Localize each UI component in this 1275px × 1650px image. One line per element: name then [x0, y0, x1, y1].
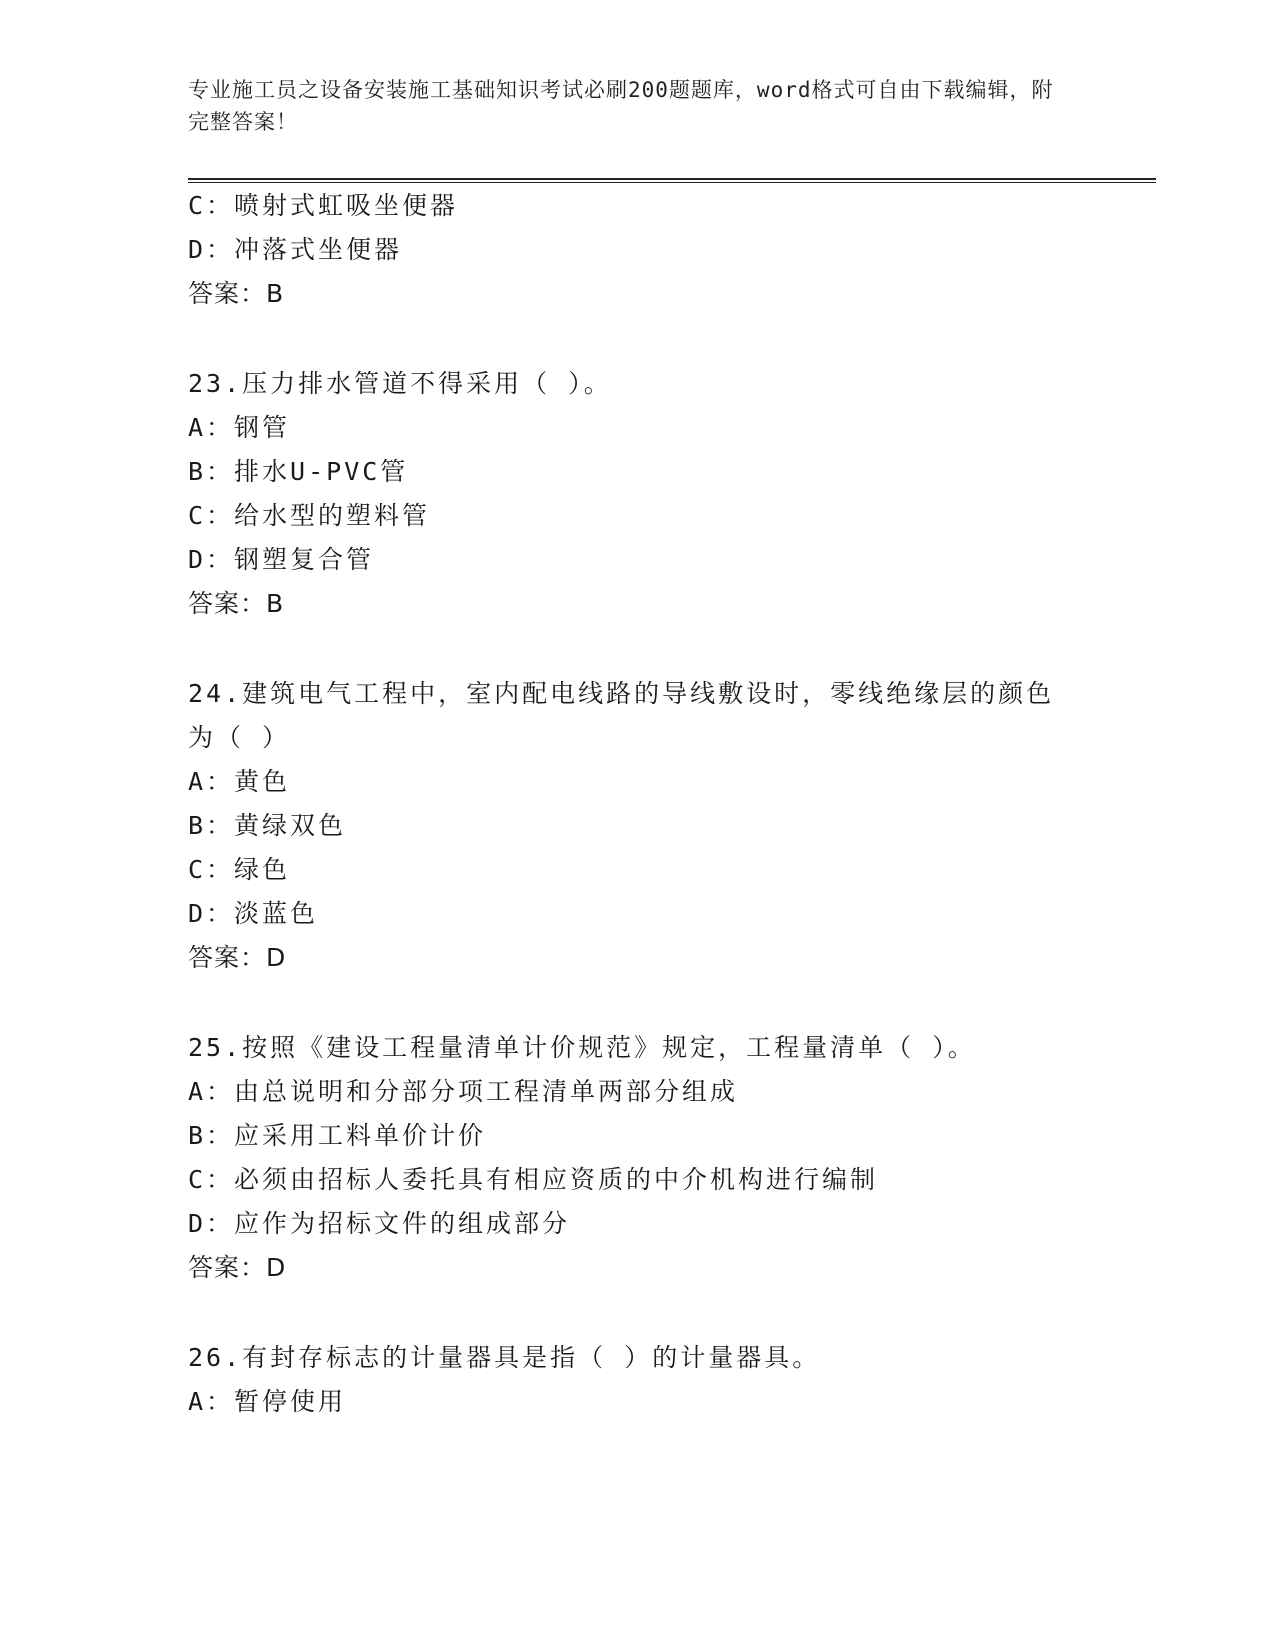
option-c: C：给水型的塑料管 — [188, 501, 431, 530]
option-b: B：应采用工料单价计价 — [188, 1121, 487, 1150]
option-d: D：淡蓝色 — [188, 899, 319, 928]
option-a: A：由总说明和分部分项工程清单两部分组成 — [188, 1077, 739, 1106]
option-d: D：应作为招标文件的组成部分 — [188, 1209, 571, 1238]
option-a: A：黄色 — [188, 767, 291, 796]
answer-line: 答案：D — [188, 943, 287, 972]
answer-line: 答案：B — [188, 279, 285, 308]
question-stem: 25.按照《建设工程量清单计价规范》规定，工程量清单（ ）。 — [188, 1033, 976, 1062]
answer-line: 答案：D — [188, 1253, 287, 1282]
question-stem: 23.压力排水管道不得采用（ ）。 — [188, 369, 612, 398]
option-c: C：必须由招标人委托具有相应资质的中介机构进行编制 — [188, 1165, 879, 1194]
option-c: C：绿色 — [188, 855, 291, 884]
header-divider — [188, 178, 1156, 183]
option-a: A：暂停使用 — [188, 1387, 347, 1416]
option-b: B：排水U-PVC管 — [188, 457, 409, 486]
option-d: D：钢塑复合管 — [188, 545, 375, 574]
option-a: A：钢管 — [188, 413, 291, 442]
option-d: D：冲落式坐便器 — [188, 235, 403, 264]
question-stem: 26.有封存标志的计量器具是指（ ）的计量器具。 — [188, 1343, 821, 1372]
option-c: C：喷射式虹吸坐便器 — [188, 191, 459, 220]
question-stem: 24.建筑电气工程中，室内配电线路的导线敷设时，零线绝缘层的颜色 — [188, 679, 1055, 708]
document-header: 专业施工员之设备安装施工基础知识考试必刷200题题库，word格式可自由下载编辑，附完整答案！ — [188, 78, 1054, 134]
question-stem-continued: 为（ ） — [188, 723, 291, 752]
option-b: B：黄绿双色 — [188, 811, 347, 840]
answer-line: 答案：B — [188, 589, 285, 618]
